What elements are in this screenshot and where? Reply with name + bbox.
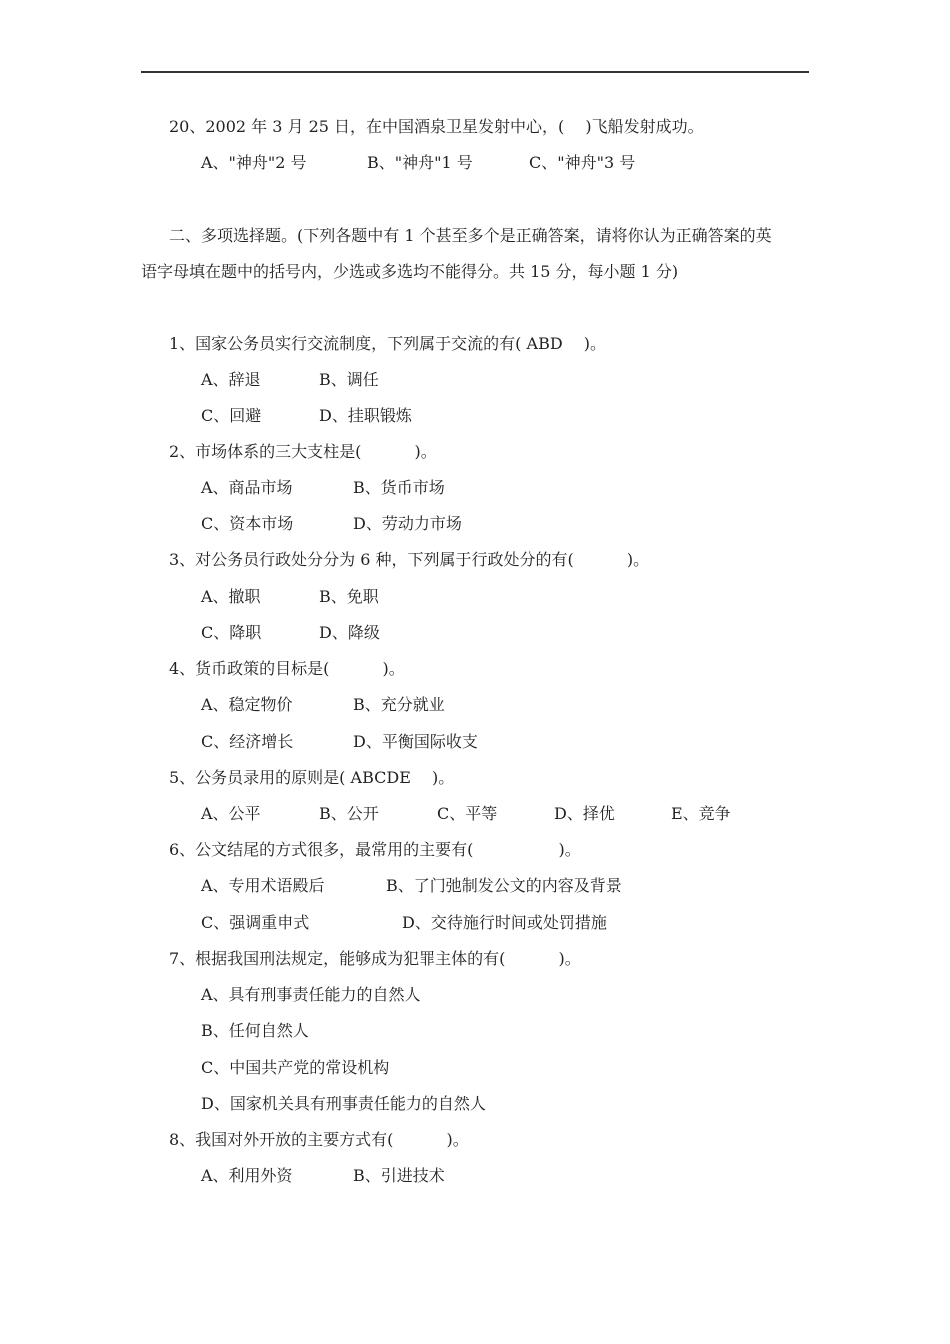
question-2-stem: 2、市场体系的三大支柱是( )。 — [169, 442, 437, 461]
question-1-stem: 1、国家公务员实行交流制度，下列属于交流的有( ABD )。 — [169, 334, 606, 353]
q4-option-b: B、充分就业 — [353, 695, 445, 714]
q5-option-a: A、公平 — [201, 804, 261, 823]
q1-option-a: A、辞退 — [201, 370, 261, 389]
q6-option-d: D、交待施行时间或处罚措施 — [402, 913, 607, 932]
q2-option-d: D、劳动力市场 — [353, 514, 462, 533]
q7-option-a: A、具有刑事责任能力的自然人 — [201, 985, 421, 1004]
question-3-stem: 3、对公务员行政处分分为 6 种，下列属于行政处分的有( )。 — [169, 550, 650, 569]
q1-option-b: B、调任 — [319, 370, 379, 389]
q2-option-c: C、资本市场 — [201, 514, 294, 533]
q1-option-c: C、回避 — [201, 406, 262, 425]
question-4-stem: 4、货币政策的目标是( )。 — [169, 659, 405, 678]
q20-option-a: A、"神舟"2 号 — [201, 153, 307, 172]
q4-option-c: C、经济增长 — [201, 732, 294, 751]
q6-option-b: B、了门弛制发公文的内容及背景 — [386, 876, 622, 895]
q8-option-b: B、引进技术 — [353, 1166, 445, 1185]
q2-option-a: A、商品市场 — [201, 478, 293, 497]
q3-option-a: A、撤职 — [201, 587, 261, 606]
section-2-heading-line2: 语字母填在题中的括号内，少选或多选均不能得分。共 15 分，每小题 1 分) — [141, 262, 679, 281]
header-rule — [141, 71, 809, 73]
q2-option-b: B、货币市场 — [353, 478, 445, 497]
question-8-stem: 8、我国对外开放的主要方式有( )。 — [169, 1130, 469, 1149]
q6-option-a: A、专用术语殿后 — [201, 876, 325, 895]
question-6-stem: 6、公文结尾的方式很多，最常用的主要有( )。 — [169, 840, 581, 859]
question-5-stem: 5、公务员录用的原则是( ABCDE )。 — [169, 768, 455, 787]
question-7-stem: 7、根据我国刑法规定，能够成为犯罪主体的有( )。 — [169, 949, 581, 968]
q7-option-b: B、任何自然人 — [201, 1021, 309, 1040]
q7-option-c: C、中国共产党的常设机构 — [201, 1058, 390, 1077]
q4-option-a: A、稳定物价 — [201, 695, 293, 714]
q5-option-d: D、择优 — [554, 804, 615, 823]
q20-option-c: C、"神舟"3 号 — [529, 153, 636, 172]
q1-option-d: D、挂职锻炼 — [319, 406, 412, 425]
q7-option-d: D、国家机关具有刑事责任能力的自然人 — [201, 1094, 486, 1113]
question-20-stem: 20、2002 年 3 月 25 日，在中国酒泉卫星发射中心，( )飞船发射成功。 — [169, 117, 704, 136]
q20-option-b: B、"神舟"1 号 — [367, 153, 473, 172]
q5-option-c: C、平等 — [437, 804, 498, 823]
q5-option-e: E、竞争 — [671, 804, 731, 823]
q3-option-c: C、降职 — [201, 623, 262, 642]
q3-option-d: D、降级 — [319, 623, 380, 642]
q4-option-d: D、平衡国际收支 — [353, 732, 478, 751]
section-2-heading-line1: 二、多项选择题。(下列各题中有 1 个甚至多个是正确答案，请将你认为正确答案的英 — [169, 226, 772, 245]
q3-option-b: B、免职 — [319, 587, 379, 606]
q6-option-c: C、强调重申式 — [201, 913, 310, 932]
q5-option-b: B、公开 — [319, 804, 379, 823]
q8-option-a: A、利用外资 — [201, 1166, 293, 1185]
